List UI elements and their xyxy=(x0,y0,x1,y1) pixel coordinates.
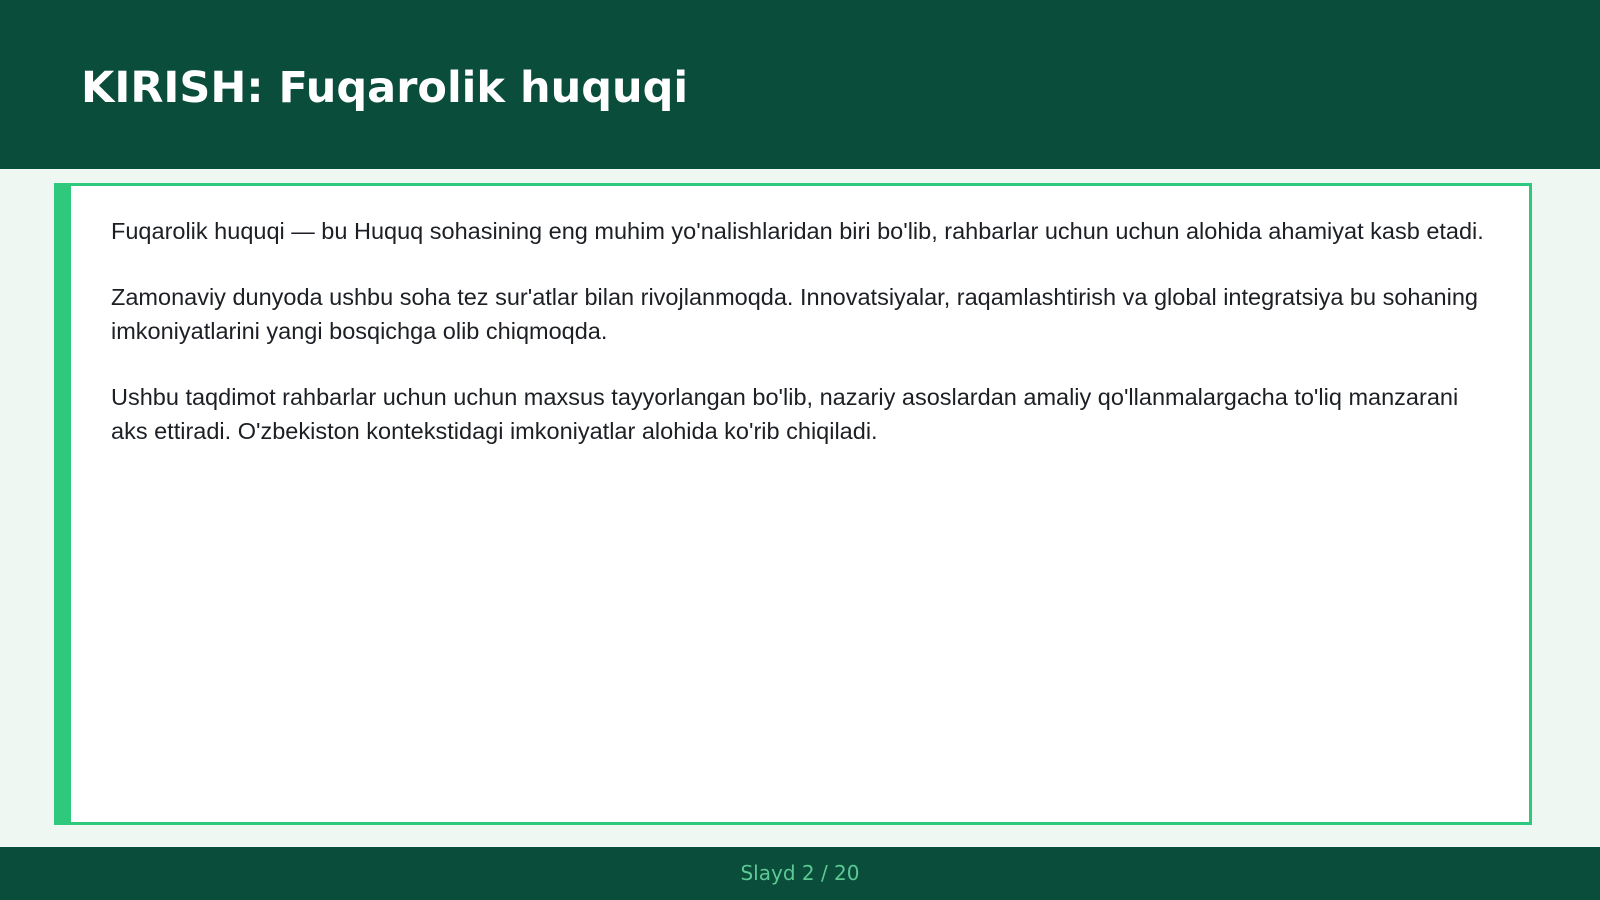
content-body xyxy=(111,214,1491,480)
slide-counter: Slayd 2 / 20 xyxy=(740,861,860,885)
paragraph-intro: Fuqarolik huquqi — bu Huquq sohasining eng muhim yo'nalishlaridan biri bo'lib, rahbarlar uchun uchun alohida ahamiyat kasb etadi. xyxy=(111,218,1484,244)
slide-footer xyxy=(0,847,1600,900)
paragraph-modern-world: Zamonaviy dunyoda ushbu soha tez sur'atlar bilan rivojlanmoqda. Innovatsiyalar, raqamlashtirish va global integratsiya bu sohaning imkoniyatlarini yangi bosqichga olib chiqmoqda. xyxy=(111,284,1478,344)
slide-title: KIRISH: Fuqarolik huquqi xyxy=(81,63,689,113)
slide-header xyxy=(0,0,1600,169)
content-card xyxy=(54,183,1532,825)
paragraph-presentation-purpose: Ushbu taqdimot rahbarlar uchun uchun maxsus tayyorlangan bo'lib, nazariy asoslardan amaliy qo'llanmalargacha to'liq manzarani aks ettiradi. O'zbekiston kontekstidagi imkoniyatlar alohida ko'rib chiqiladi. xyxy=(111,384,1459,444)
